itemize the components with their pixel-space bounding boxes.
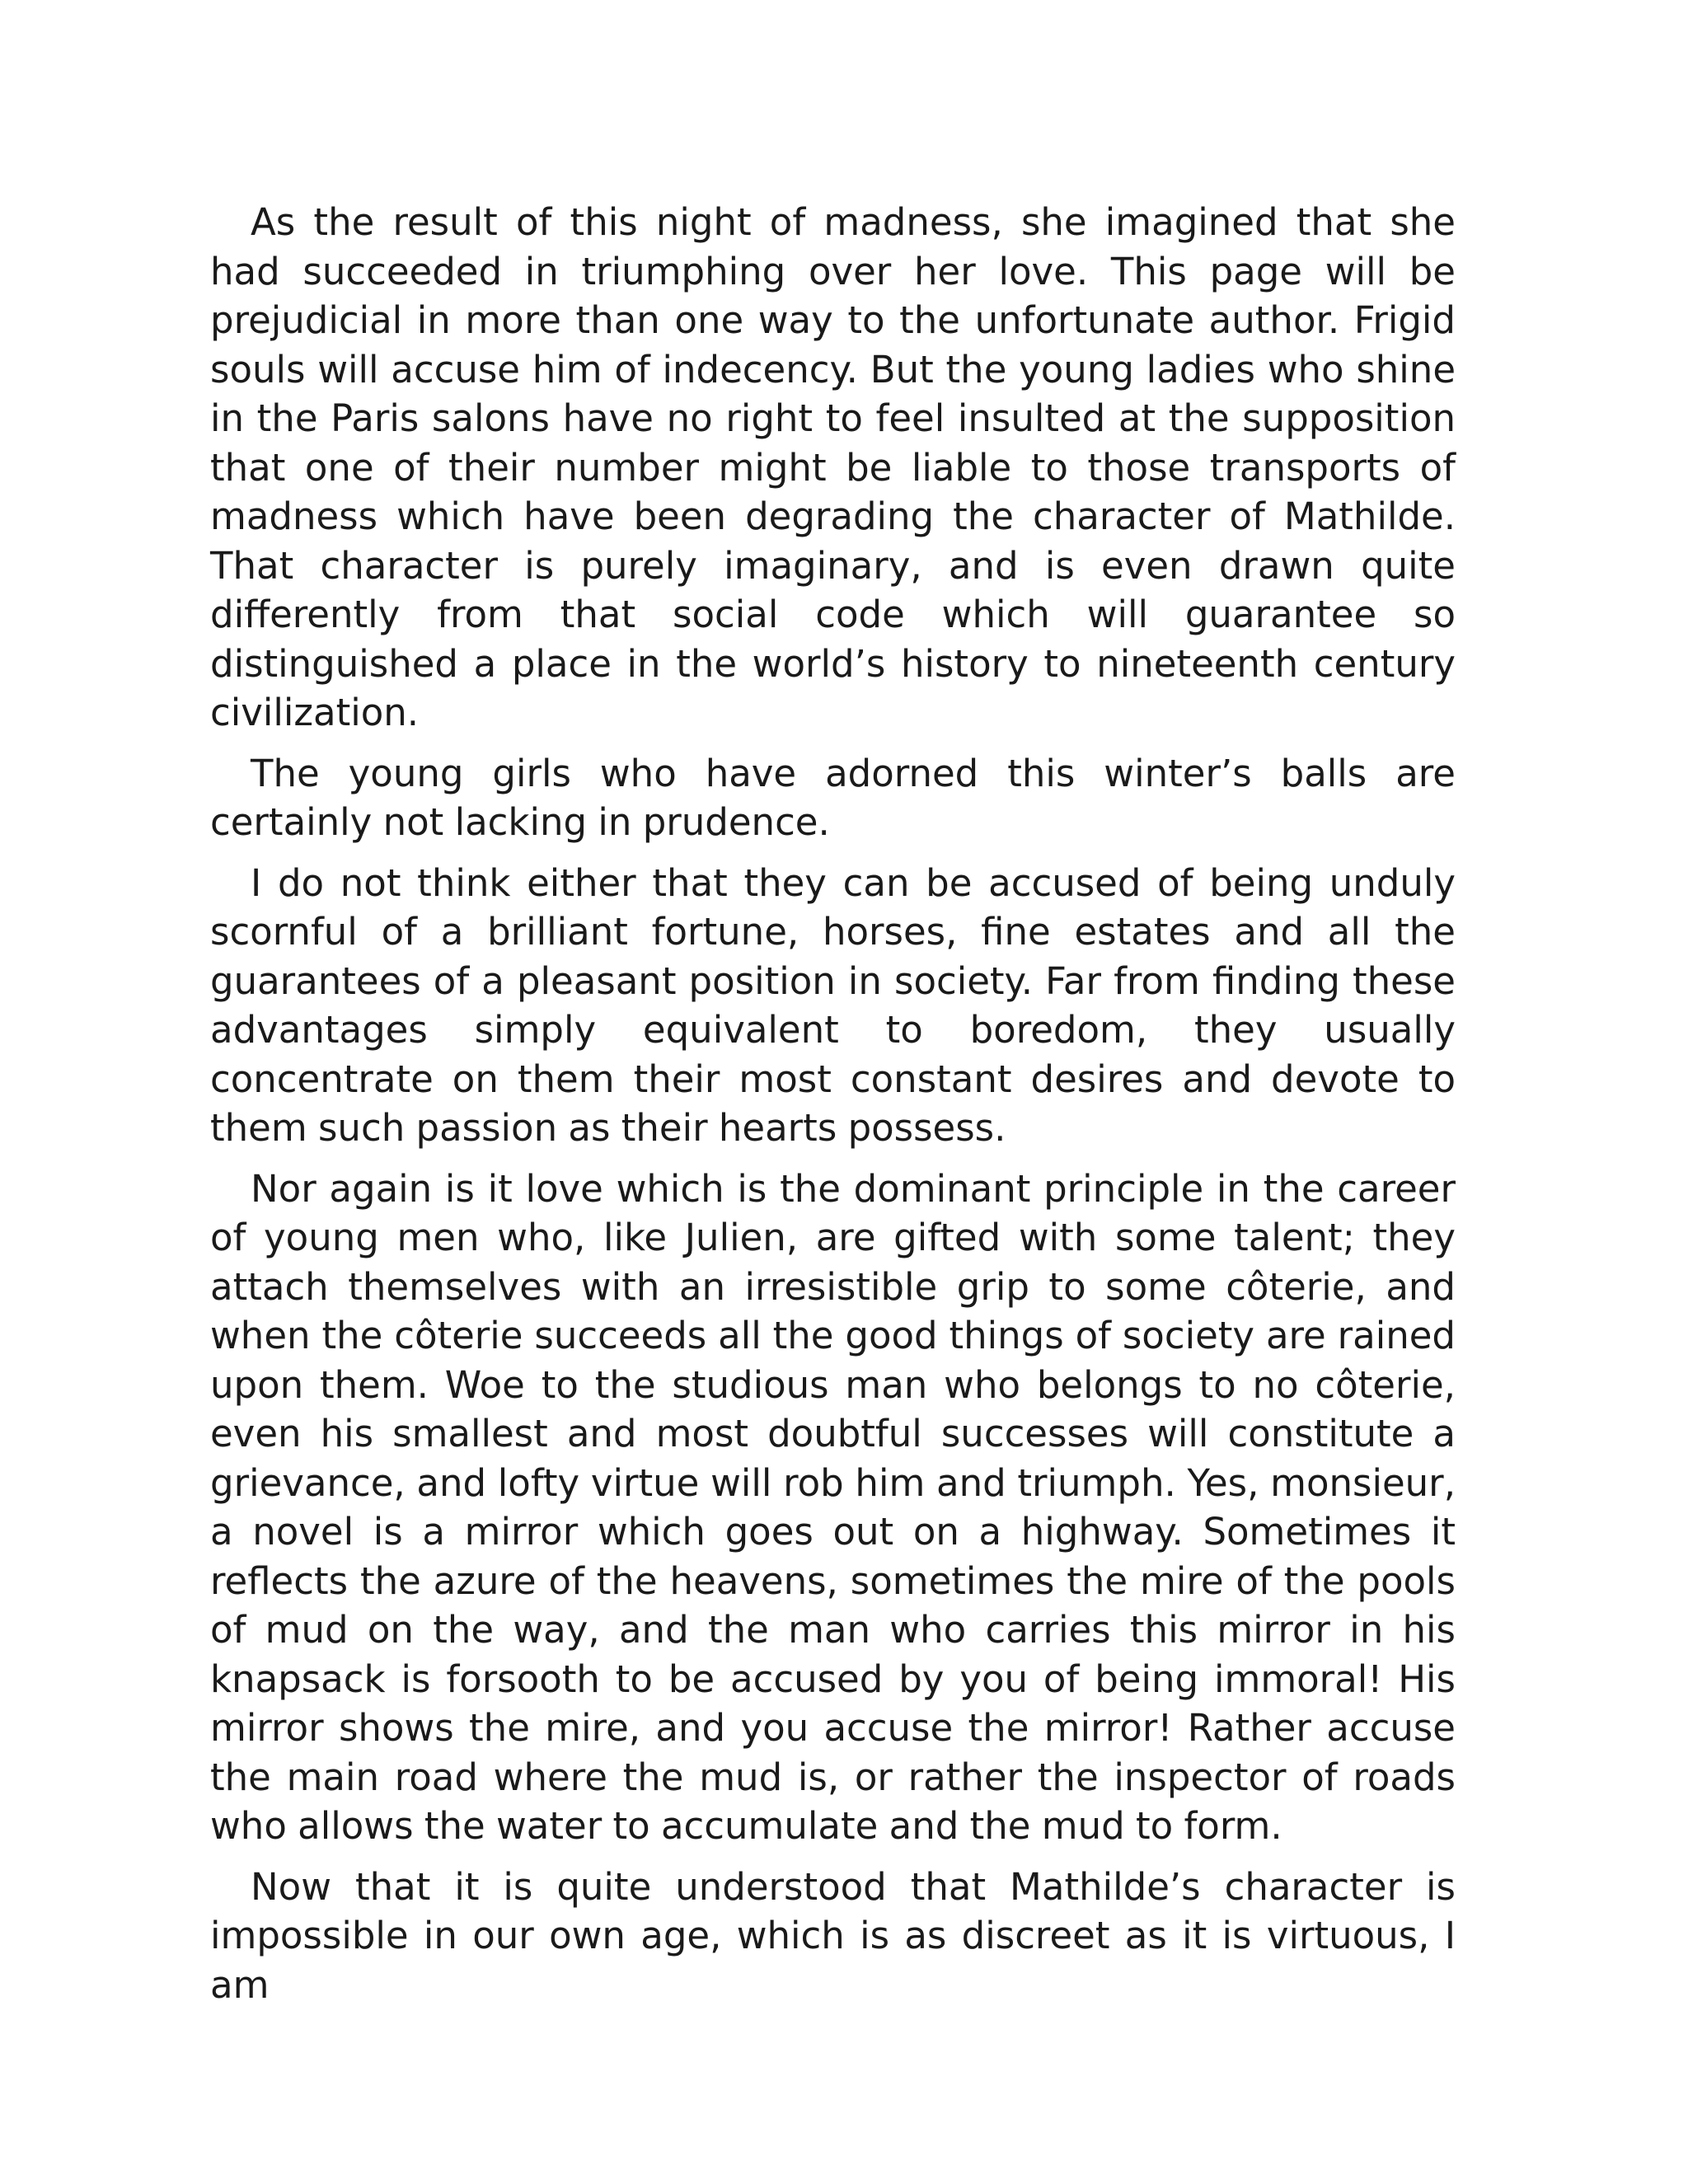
paragraph-4: Nor again is it love which is the dominant principle in the career of young men who, like Julien, are gifted with some talent; they attach themselves with an irresistible grip to some côterie, and when the côterie succeeds all the good things of society are rained upon them. Woe to the studious man who belongs to no côterie, even his smallest and most doubtful successes will constitute a grievance, and lofty virtue will rob him and triumph. Yes, monsieur, a novel is a mirror which goes out on a highway. Sometimes it reflects the azure of the heavens, sometimes the mire of the pools of mud on the way, and the man who carries this mirror in his knapsack is forsooth to be accused by you of being immoral! His mirror shows the mire, and you accuse the mirror! Rather accuse the main road where the mud is, or rather the inspector of roads who allows the water to accumulate and the mud to form. bbox=[210, 1166, 1456, 1848]
text-column bbox=[210, 198, 1456, 2009]
paragraph-1: As the result of this night of madness, she imagined that she had succeeded in triumphing over her love. This page will be prejudicial in more than one way to the unfortunate author. Frigid souls will accuse him of indecency. But the young ladies who shine in the Paris salons have no right to feel insulted at the supposition that one of their number might be liable to those transports of madness which have been degrading the character of Mathilde. That character is purely imaginary, and is even drawn quite differently from that social code which will guarantee so distinguished a place in the world’s history to nineteenth century civilization. bbox=[210, 200, 1456, 734]
paragraph-2: The young girls who have adorned this winter’s balls are certainly not lacking in prudence. bbox=[210, 751, 1456, 844]
paragraph-5: Now that it is quite understood that Mathilde’s character is impossible in our own age, which is as discreet as it is virtuous, I am bbox=[210, 1864, 1456, 2007]
paragraph-3: I do not think either that they can be accused of being unduly scornful of a brilliant fortune, horses, fine estates and all the guarantees of a pleasant position in society. Far from finding these advantages simply equivalent to boredom, they usually concentrate on them their most constant desires and devote to them such passion as their hearts possess. bbox=[210, 860, 1456, 1150]
